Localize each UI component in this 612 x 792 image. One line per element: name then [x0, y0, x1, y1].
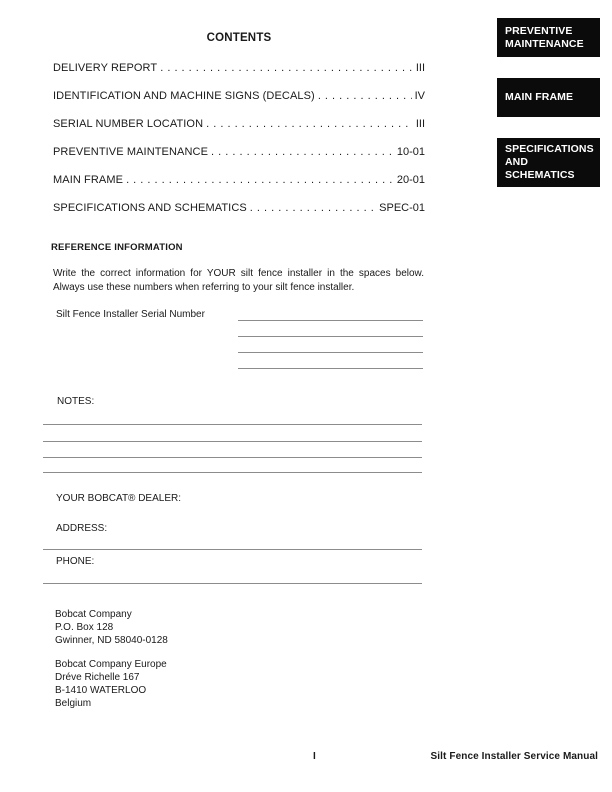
address-line: Bobcat Company Europe: [55, 659, 167, 670]
dot-leader: [318, 90, 412, 102]
address-line: B-1410 WATERLOO: [55, 685, 147, 696]
toc-entry-specifications-schematics: [53, 202, 425, 214]
dot-leader: [160, 62, 413, 74]
toc-entry-serial-number-location: [53, 118, 425, 130]
section-tab-main-frame: [497, 78, 600, 117]
toc-entry-page: 10-01: [396, 146, 425, 158]
company-address-europe: [55, 658, 167, 710]
dealer-label: YOUR BOBCAT® DEALER:: [56, 493, 181, 504]
section-tab-specifications-schematics: [497, 138, 600, 187]
section-tab-preventive-maintenance: [497, 18, 600, 57]
footer-page-number: I: [313, 751, 316, 762]
phone-label: PHONE:: [56, 556, 95, 567]
toc-entry-label: IDENTIFICATION AND MACHINE SIGNS (DECALS): [53, 90, 315, 102]
reference-information-heading: REFERENCE INFORMATION: [51, 242, 183, 253]
notes-write-in-line: [43, 441, 422, 442]
toc-entry-main-frame: [53, 174, 425, 186]
phone-write-in-line: [43, 583, 422, 584]
dot-leader: [206, 118, 413, 130]
section-tab-label: PREVENTIVE MAINTENANCE: [505, 24, 584, 50]
toc-entry-delivery-report: [53, 62, 425, 74]
address-line: Dréve Richelle 167: [55, 672, 140, 683]
serial-write-in-line: [238, 368, 423, 369]
footer-manual-title: Silt Fence Installer Service Manual: [430, 751, 598, 762]
address-line: Gwinner, ND 58040-0128: [55, 635, 168, 646]
page-title: CONTENTS: [206, 32, 272, 44]
toc-entry-page: III: [415, 118, 425, 130]
toc-entry-label: SPECIFICATIONS AND SCHEMATICS: [53, 202, 247, 214]
dot-leader: [211, 146, 394, 158]
toc-entry-page: SPEC-01: [379, 202, 425, 214]
address-line: Belgium: [55, 698, 92, 709]
toc-entry-label: SERIAL NUMBER LOCATION: [53, 118, 204, 130]
notes-write-in-line: [43, 457, 422, 458]
address-label: ADDRESS:: [56, 523, 108, 534]
notes-write-in-line: [43, 472, 422, 473]
company-address-us: [55, 608, 168, 647]
toc-entry-label: MAIN FRAME: [53, 174, 124, 186]
toc-entry-label: DELIVERY REPORT: [53, 62, 158, 74]
toc-entry-identification-decals: [53, 90, 425, 102]
notes-label: NOTES:: [57, 396, 95, 407]
dot-leader: [250, 202, 376, 214]
toc-entry-page: 20-01: [396, 174, 425, 186]
reference-information-text: Write the correct information for YOUR silt fence installer in the spaces below. Always use these numbers when referring to your silt fence installer.: [53, 268, 424, 293]
serial-write-in-line: [238, 320, 423, 321]
toc-entry-page: III: [415, 62, 425, 74]
address-line: Bobcat Company: [55, 609, 132, 620]
address-write-in-line: [43, 549, 422, 550]
toc-entry-label: PREVENTIVE MAINTENANCE: [53, 146, 209, 158]
address-line: P.O. Box 128: [55, 622, 114, 633]
serial-write-in-line: [238, 336, 423, 337]
dot-leader: [126, 174, 394, 186]
serial-write-in-line: [238, 352, 423, 353]
section-tab-label: SPECIFICATIONS AND SCHEMATICS: [505, 143, 594, 181]
toc-entry-preventive-maintenance: [53, 146, 425, 158]
serial-number-label: Silt Fence Installer Serial Number: [56, 309, 205, 320]
notes-write-in-line: [43, 424, 422, 425]
section-tab-label: MAIN FRAME: [505, 91, 574, 103]
toc-entry-page: IV: [414, 90, 425, 102]
